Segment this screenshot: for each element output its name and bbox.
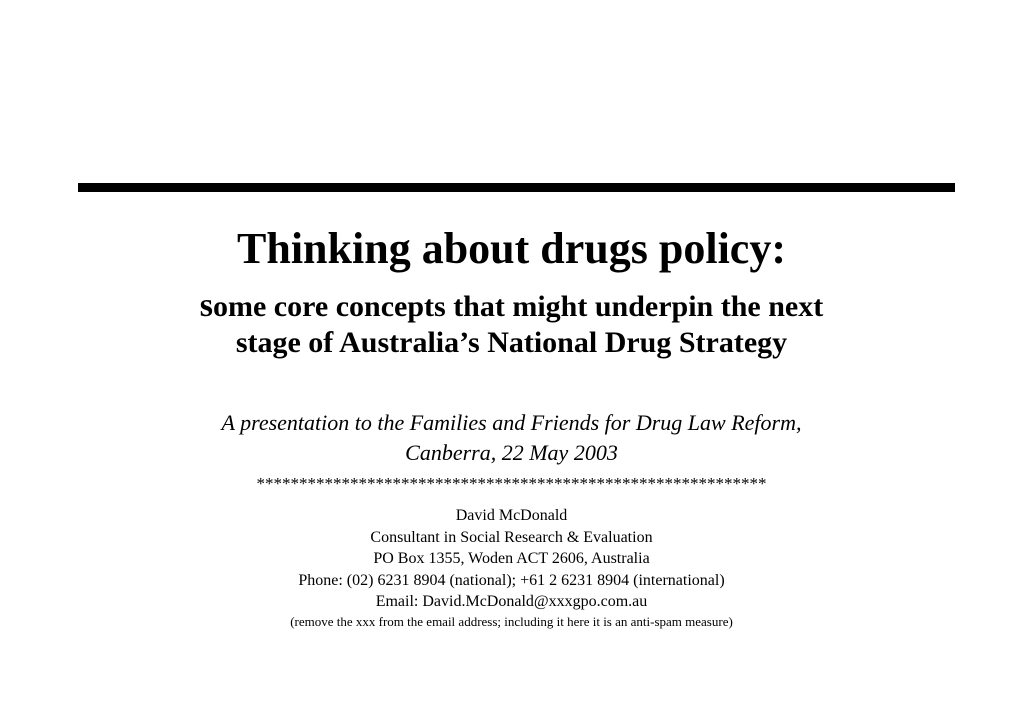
presentation-info xyxy=(0,408,1023,468)
subtitle-line-1 xyxy=(0,288,1023,325)
subtitle-first-letter: s xyxy=(199,287,213,324)
presentation-line-1: A presentation to the Families and Friends for Drug Law Reform, xyxy=(221,410,802,435)
author-email: Email: David.McDonald@xxxgpo.com.au xyxy=(375,593,648,610)
slide-title: Thinking about drugs policy: xyxy=(237,224,786,273)
author-phone: Phone: (02) 6231 8904 (national); +61 2 6231 8904 (international) xyxy=(298,571,725,589)
subtitle-line-1-rest: ome core concepts that might underpin the next xyxy=(213,290,824,323)
author-address: PO Box 1355, Woden ACT 2606, Australia xyxy=(373,550,650,567)
presentation-line-2: Canberra, 22 May 2003 xyxy=(405,440,618,465)
subtitle-line-2: stage of Australia’s National Drug Strategy xyxy=(235,326,788,359)
author-name: David McDonald xyxy=(455,507,568,524)
author-role: Consultant in Social Research & Evaluation xyxy=(370,528,653,546)
asterisk-separator: ************************************************************ xyxy=(256,474,767,493)
horizontal-rule xyxy=(78,183,955,192)
email-note: (remove the xxx from the email address; including it here it is an anti-spam measure) xyxy=(290,613,733,629)
contact-block xyxy=(0,505,1023,631)
slide-subtitle xyxy=(0,288,1023,361)
